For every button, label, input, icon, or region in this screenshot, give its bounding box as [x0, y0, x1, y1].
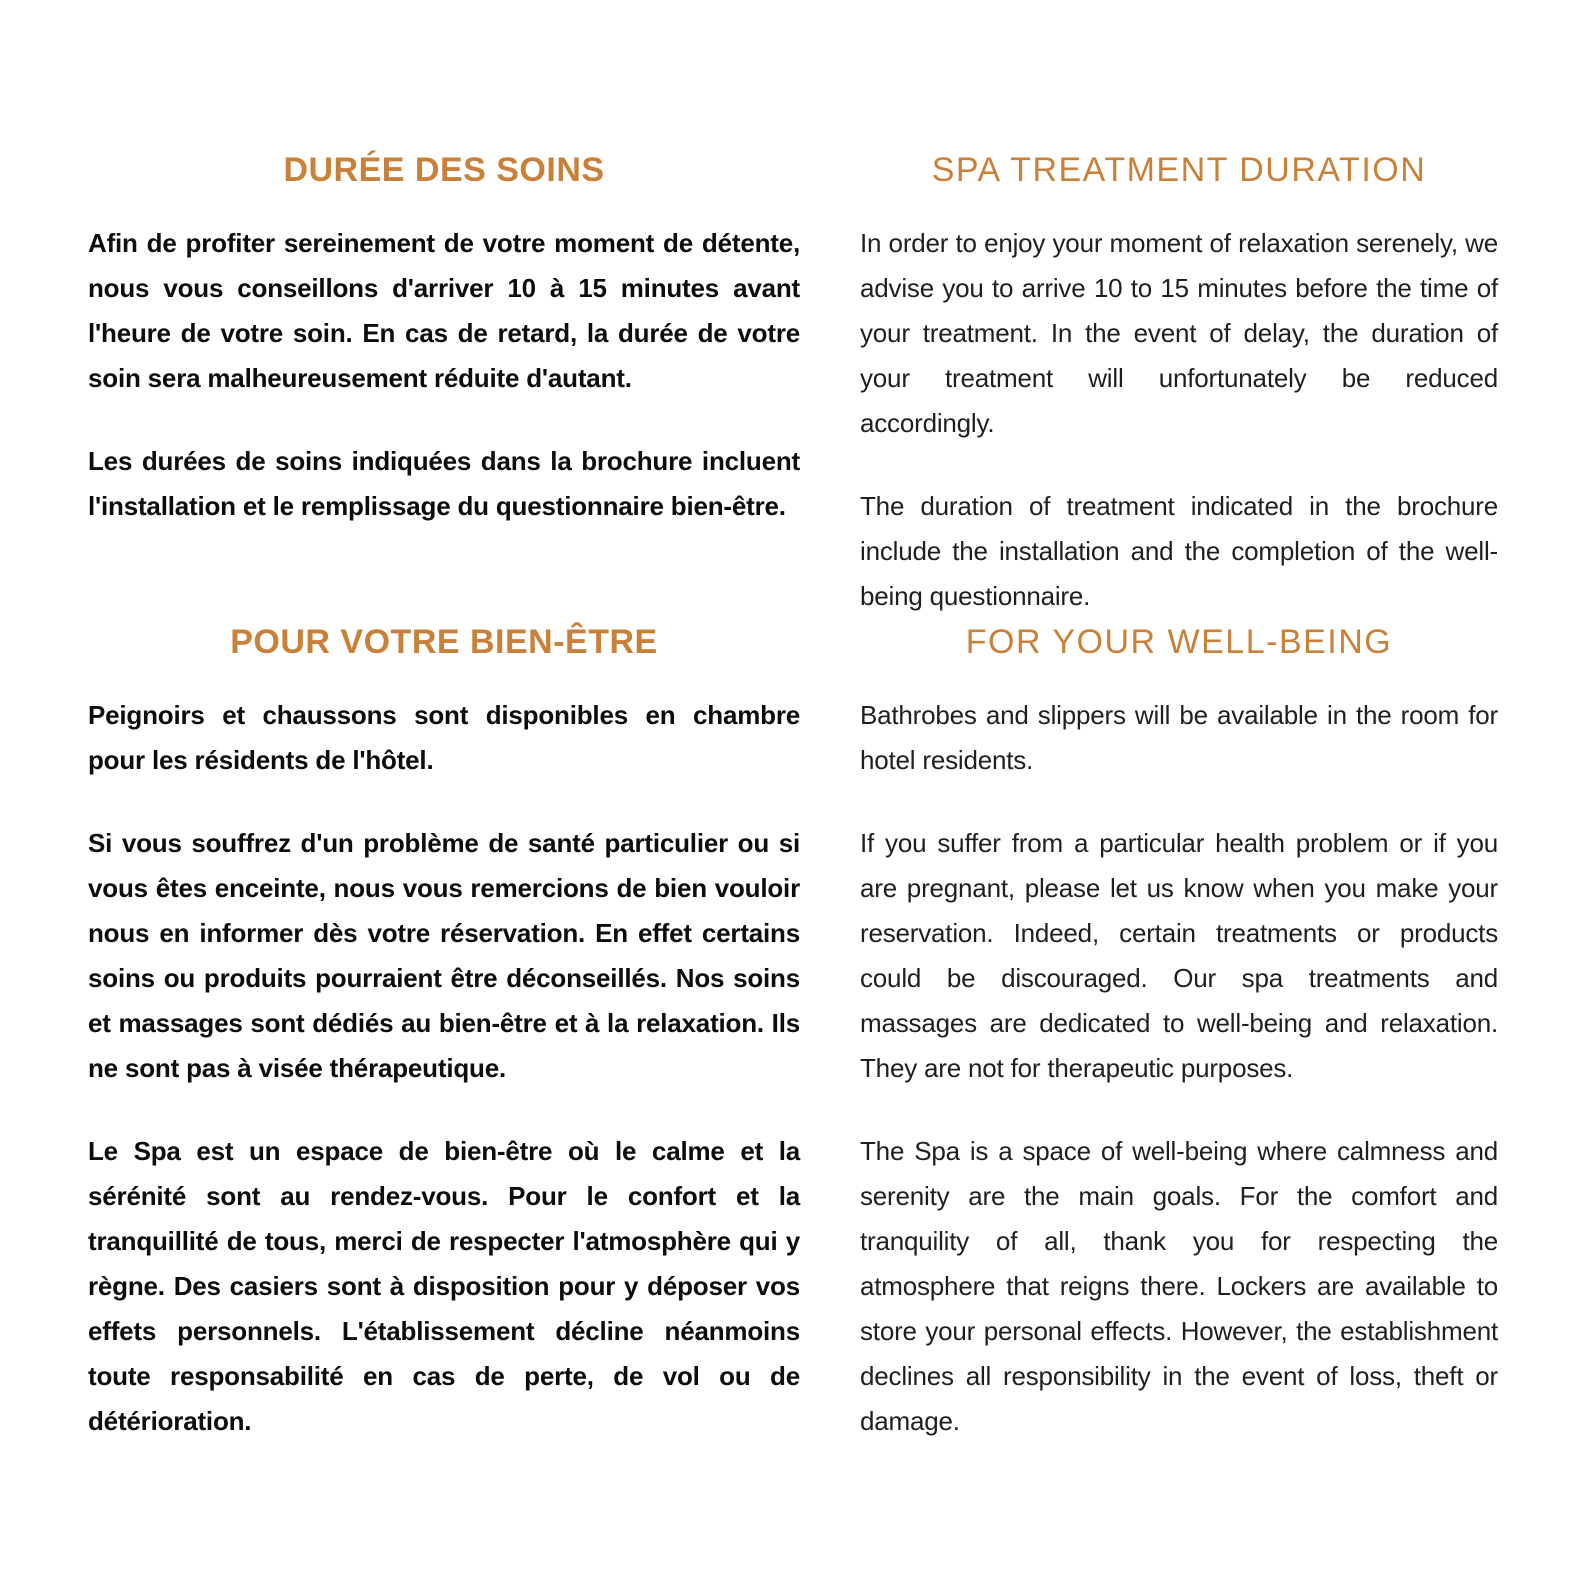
paragraph-fr-arrival-advice: Afin de profiter sereinement de votre moment de détente, nous vous conseillons d'arriver 10 à 15 minutes avant l'heure de votre soin. En cas de retard, la durée de votre soin sera malheureusement réduite d'autant.: [88, 227, 800, 393]
paragraph-fr-peignoirs: Peignoirs et chaussons sont disponibles en chambre pour les résidents de l'hôtel.: [88, 699, 800, 775]
paragraph-en-health: If you suffer from a particular health problem or if you are pregnant, please let us know when you make your reservation. Indeed, certain treatments or products could be discouraged. Our spa treatments and massages are dedicated to well-being and relaxation. They are not for therapeutic purposes.: [860, 827, 1498, 1083]
section-en-spa-treatment-duration: [860, 150, 1498, 622]
paragraph-fr-sante: Si vous souffrez d'un problème de santé particulier ou si vous êtes enceinte, nous vous remercions de bien vouloir nous en informer dès votre réservation. En effet certains soins ou produits pourraient être déconseillés. Nos soins et massages sont dédiés au bien-être et à la relaxation. Ils ne sont pas à visée thérapeutique.: [88, 827, 800, 1083]
paragraph-en-spa-space: The Spa is a space of well-being where calmness and serenity are the main goals. For the comfort and tranquility of all, thank you for respecting the atmosphere that reigns there. Lockers are available to store your personal effects. However, the establishment declines all responsibility in the event of loss, theft or damage.: [860, 1135, 1498, 1436]
english-column: [860, 150, 1498, 1594]
heading-fr-pour-votre-bien-etre: POUR VOTRE BIEN-ÊTRE: [230, 623, 658, 661]
heading-en-spa-treatment-duration: SPA TREATMENT DURATION: [931, 151, 1427, 189]
french-column: [88, 150, 800, 1594]
section-en-for-your-well-being: [860, 622, 1498, 1444]
paragraph-fr-spa-espace: Le Spa est un espace de bien-être où le calme et la sérénité sont au rendez-vous. Pour le confort et la tranquillité de tous, merci de respecter l'atmosphère qui y règne. Des casiers sont à disposition pour y déposer vos effets personnels. L'établissement décline néanmoins toute responsabilité en cas de perte, de vol ou de détérioration.: [88, 1135, 800, 1436]
heading-fr-duree-des-soins: DURÉE DES SOINS: [283, 151, 605, 189]
paragraph-en-arrival-advice: In order to enjoy your moment of relaxation serenely, we advise you to arrive 10 to 15 minutes before the time of your treatment. In the event of delay, the duration of your treatment will unfortunately be reduced accordingly.: [860, 227, 1498, 438]
paragraph-en-bathrobes: Bathrobes and slippers will be available in the room for hotel residents.: [860, 699, 1498, 775]
heading-en-for-your-well-being: FOR YOUR WELL-BEING: [965, 623, 1393, 661]
paragraph-en-duration-includes: The duration of treatment indicated in the brochure include the installation and the completion of the well-being questionnaire.: [860, 490, 1498, 611]
paragraph-fr-duration-includes: Les durées de soins indiquées dans la brochure incluent l'installation et le remplissage du questionnaire bien-être.: [88, 445, 800, 521]
section-fr-duree-des-soins: [88, 150, 800, 622]
section-fr-pour-votre-bien-etre: [88, 622, 800, 1444]
